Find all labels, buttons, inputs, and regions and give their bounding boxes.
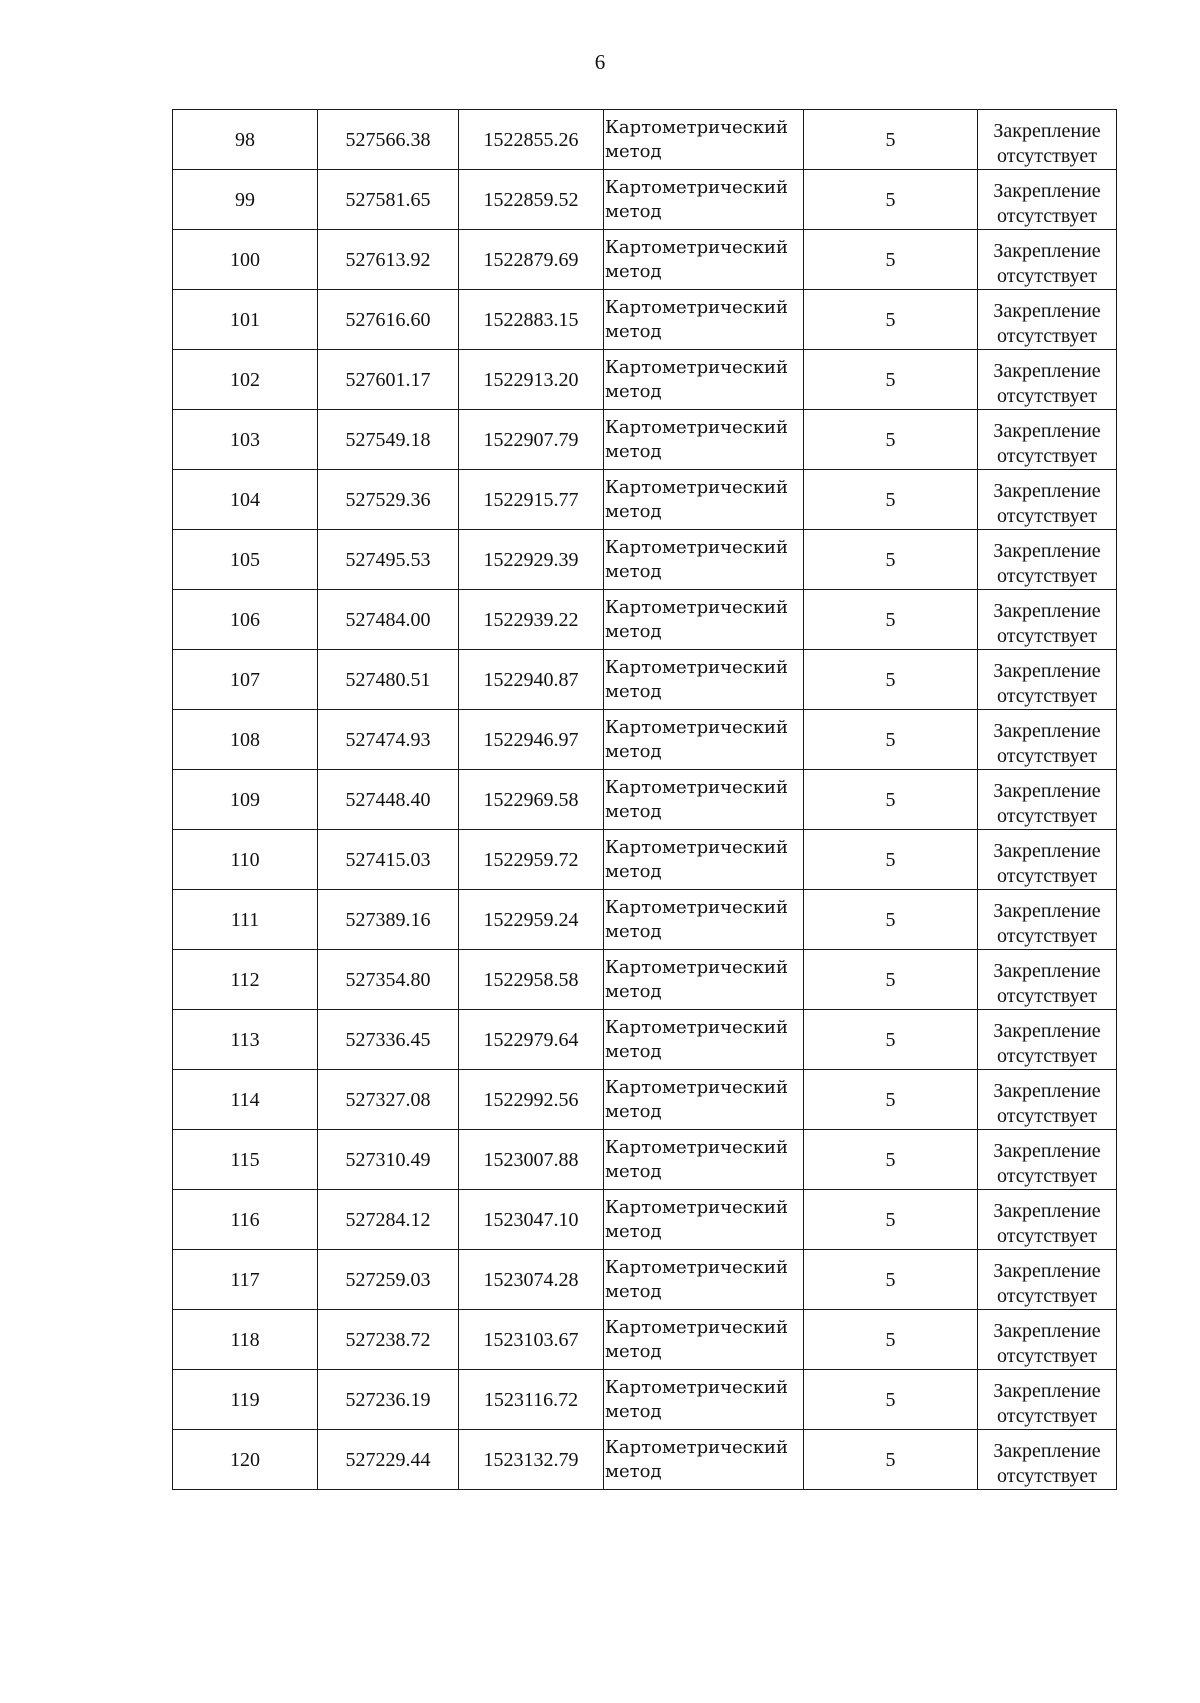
x-coordinate-cell: 527236.19 <box>318 1370 459 1430</box>
table-row <box>173 110 1117 170</box>
y-coordinate-cell: 1523074.28 <box>459 1250 604 1310</box>
fixation-text-line-2: отсутствует <box>996 685 1098 707</box>
accuracy-cell: 5 <box>804 590 978 650</box>
fixation-text-line-1: Закрепление <box>993 600 1101 622</box>
method-text-line-2: метод <box>605 1461 662 1482</box>
fixation-text-line-2: отсутствует <box>996 445 1098 467</box>
x-coordinate-cell: 527480.51 <box>318 650 459 710</box>
fixation-cell <box>978 170 1117 230</box>
x-coordinate-cell: 527616.60 <box>318 290 459 350</box>
table-row <box>173 710 1117 770</box>
method-cell <box>604 530 804 590</box>
point-number-cell: 117 <box>173 1250 318 1310</box>
table-row <box>173 770 1117 830</box>
fixation-text-line-2: отсутствует <box>996 1285 1098 1307</box>
fixation-cell <box>978 230 1117 290</box>
fixation-text-line-2: отсутствует <box>996 1405 1098 1427</box>
x-coordinate-cell: 527448.40 <box>318 770 459 830</box>
point-number-cell: 109 <box>173 770 318 830</box>
table-row <box>173 470 1117 530</box>
fixation-cell <box>978 1250 1117 1310</box>
x-coordinate-cell: 527495.53 <box>318 530 459 590</box>
method-text-line-1: Картометрический <box>605 417 788 438</box>
method-text-line-2: метод <box>605 621 662 642</box>
method-text-line-1: Картометрический <box>605 1077 788 1098</box>
accuracy-cell: 5 <box>804 650 978 710</box>
point-number-cell: 120 <box>173 1430 318 1490</box>
y-coordinate-cell: 1523007.88 <box>459 1130 604 1190</box>
method-text-line-1: Картометрический <box>605 1437 788 1458</box>
method-cell <box>604 770 804 830</box>
table-row <box>173 590 1117 650</box>
table-row <box>173 1310 1117 1370</box>
point-number-cell: 115 <box>173 1130 318 1190</box>
method-cell <box>604 1190 804 1250</box>
table-row <box>173 1130 1117 1190</box>
method-text-line-1: Картометрический <box>605 1137 788 1158</box>
table-row <box>173 170 1117 230</box>
point-number-cell: 119 <box>173 1370 318 1430</box>
y-coordinate-cell: 1522913.20 <box>459 350 604 410</box>
fixation-text-line-1: Закрепление <box>993 1200 1101 1222</box>
method-text-line-1: Картометрический <box>605 357 788 378</box>
x-coordinate-cell: 527474.93 <box>318 710 459 770</box>
table-row <box>173 1070 1117 1130</box>
method-text-line-1: Картометрический <box>605 1197 788 1218</box>
method-text-line-1: Картометрический <box>605 237 788 258</box>
table-row <box>173 410 1117 470</box>
method-cell <box>604 230 804 290</box>
accuracy-cell: 5 <box>804 1250 978 1310</box>
accuracy-cell: 5 <box>804 890 978 950</box>
method-text-line-1: Картометрический <box>605 957 788 978</box>
method-text-line-2: метод <box>605 1041 662 1062</box>
method-text-line-2: метод <box>605 741 662 762</box>
fixation-cell <box>978 1370 1117 1430</box>
accuracy-cell: 5 <box>804 1430 978 1490</box>
method-text-line-2: метод <box>605 141 662 162</box>
table-row <box>173 830 1117 890</box>
x-coordinate-cell: 527484.00 <box>318 590 459 650</box>
accuracy-cell: 5 <box>804 1010 978 1070</box>
y-coordinate-cell: 1523103.67 <box>459 1310 604 1370</box>
fixation-text-line-2: отсутствует <box>996 205 1098 227</box>
table-row <box>173 230 1117 290</box>
fixation-text-line-1: Закрепление <box>993 1320 1101 1342</box>
fixation-text-line-1: Закрепление <box>993 420 1101 442</box>
method-cell <box>604 890 804 950</box>
fixation-text-line-1: Закрепление <box>993 1140 1101 1162</box>
table-row <box>173 350 1117 410</box>
table-row <box>173 1430 1117 1490</box>
method-text-line-1: Картометрический <box>605 837 788 858</box>
fixation-text-line-1: Закрепление <box>993 1440 1101 1462</box>
y-coordinate-cell: 1522940.87 <box>459 650 604 710</box>
method-text-line-1: Картометрический <box>605 1317 788 1338</box>
fixation-cell <box>978 350 1117 410</box>
fixation-text-line-1: Закрепление <box>993 120 1101 142</box>
table-row <box>173 950 1117 1010</box>
table-row <box>173 1190 1117 1250</box>
method-cell <box>604 650 804 710</box>
fixation-text-line-1: Закрепление <box>993 1380 1101 1402</box>
method-cell <box>604 1370 804 1430</box>
y-coordinate-cell: 1523047.10 <box>459 1190 604 1250</box>
method-cell <box>604 1250 804 1310</box>
fixation-text-line-2: отсутствует <box>996 745 1098 767</box>
fixation-cell <box>978 950 1117 1010</box>
x-coordinate-cell: 527354.80 <box>318 950 459 1010</box>
table-row <box>173 890 1117 950</box>
method-text-line-2: метод <box>605 1221 662 1242</box>
x-coordinate-cell: 527310.49 <box>318 1130 459 1190</box>
method-text-line-2: метод <box>605 1161 662 1182</box>
fixation-text-line-2: отсутствует <box>996 1225 1098 1247</box>
accuracy-cell: 5 <box>804 1310 978 1370</box>
accuracy-cell: 5 <box>804 170 978 230</box>
accuracy-cell: 5 <box>804 710 978 770</box>
method-text-line-2: метод <box>605 681 662 702</box>
method-text-line-1: Картометрический <box>605 477 788 498</box>
fixation-text-line-2: отсутствует <box>996 265 1098 287</box>
fixation-cell <box>978 1130 1117 1190</box>
point-number-cell: 118 <box>173 1310 318 1370</box>
method-text-line-2: метод <box>605 981 662 1002</box>
x-coordinate-cell: 527581.65 <box>318 170 459 230</box>
fixation-cell <box>978 890 1117 950</box>
point-number-cell: 100 <box>173 230 318 290</box>
accuracy-cell: 5 <box>804 230 978 290</box>
table-row <box>173 1010 1117 1070</box>
fixation-text-line-2: отсутствует <box>996 1045 1098 1067</box>
fixation-text-line-1: Закрепление <box>993 780 1101 802</box>
method-cell <box>604 170 804 230</box>
method-text-line-1: Картометрический <box>605 657 788 678</box>
x-coordinate-cell: 527613.92 <box>318 230 459 290</box>
method-text-line-2: метод <box>605 441 662 462</box>
method-cell <box>604 1130 804 1190</box>
fixation-text-line-1: Закрепление <box>993 480 1101 502</box>
y-coordinate-cell: 1522883.15 <box>459 290 604 350</box>
fixation-cell <box>978 410 1117 470</box>
method-text-line-2: метод <box>605 1341 662 1362</box>
y-coordinate-cell: 1522979.64 <box>459 1010 604 1070</box>
point-number-cell: 107 <box>173 650 318 710</box>
fixation-text-line-2: отсутствует <box>996 1465 1098 1487</box>
point-number-cell: 110 <box>173 830 318 890</box>
method-cell <box>604 290 804 350</box>
fixation-text-line-2: отсутствует <box>996 1165 1098 1187</box>
method-cell <box>604 1430 804 1490</box>
y-coordinate-cell: 1522859.52 <box>459 170 604 230</box>
x-coordinate-cell: 527238.72 <box>318 1310 459 1370</box>
y-coordinate-cell: 1522958.58 <box>459 950 604 1010</box>
accuracy-cell: 5 <box>804 350 978 410</box>
accuracy-cell: 5 <box>804 830 978 890</box>
fixation-cell <box>978 1010 1117 1070</box>
x-coordinate-cell: 527229.44 <box>318 1430 459 1490</box>
accuracy-cell: 5 <box>804 470 978 530</box>
fixation-text-line-1: Закрепление <box>993 960 1101 982</box>
table-row <box>173 290 1117 350</box>
fixation-cell <box>978 710 1117 770</box>
accuracy-cell: 5 <box>804 1370 978 1430</box>
x-coordinate-cell: 527601.17 <box>318 350 459 410</box>
y-coordinate-cell: 1522939.22 <box>459 590 604 650</box>
fixation-cell <box>978 830 1117 890</box>
x-coordinate-cell: 527389.16 <box>318 890 459 950</box>
accuracy-cell: 5 <box>804 1190 978 1250</box>
method-text-line-1: Картометрический <box>605 1377 788 1398</box>
method-cell <box>604 410 804 470</box>
accuracy-cell: 5 <box>804 950 978 1010</box>
method-text-line-1: Картометрический <box>605 117 788 138</box>
fixation-cell <box>978 470 1117 530</box>
y-coordinate-cell: 1522969.58 <box>459 770 604 830</box>
fixation-text-line-1: Закрепление <box>993 1260 1101 1282</box>
fixation-text-line-1: Закрепление <box>993 240 1101 262</box>
fixation-text-line-1: Закрепление <box>993 720 1101 742</box>
x-coordinate-cell: 527529.36 <box>318 470 459 530</box>
accuracy-cell: 5 <box>804 1070 978 1130</box>
point-number-cell: 114 <box>173 1070 318 1130</box>
y-coordinate-cell: 1522959.24 <box>459 890 604 950</box>
point-number-cell: 116 <box>173 1190 318 1250</box>
table-row <box>173 650 1117 710</box>
method-cell <box>604 350 804 410</box>
fixation-cell <box>978 530 1117 590</box>
x-coordinate-cell: 527549.18 <box>318 410 459 470</box>
coordinates-table-body <box>173 110 1117 1490</box>
point-number-cell: 108 <box>173 710 318 770</box>
fixation-text-line-2: отсутствует <box>996 1105 1098 1127</box>
method-text-line-1: Картометрический <box>605 1017 788 1038</box>
method-text-line-1: Картометрический <box>605 717 788 738</box>
y-coordinate-cell: 1522992.56 <box>459 1070 604 1130</box>
y-coordinate-cell: 1522915.77 <box>459 470 604 530</box>
method-text-line-1: Картометрический <box>605 897 788 918</box>
method-text-line-2: метод <box>605 381 662 402</box>
method-cell <box>604 1010 804 1070</box>
accuracy-cell: 5 <box>804 410 978 470</box>
accuracy-cell: 5 <box>804 1130 978 1190</box>
fixation-text-line-1: Закрепление <box>993 360 1101 382</box>
method-text-line-1: Картометрический <box>605 297 788 318</box>
point-number-cell: 104 <box>173 470 318 530</box>
y-coordinate-cell: 1522855.26 <box>459 110 604 170</box>
accuracy-cell: 5 <box>804 770 978 830</box>
table-row <box>173 530 1117 590</box>
fixation-cell <box>978 590 1117 650</box>
page-number: 6 <box>594 50 606 74</box>
y-coordinate-cell: 1522946.97 <box>459 710 604 770</box>
point-number-cell: 111 <box>173 890 318 950</box>
method-cell <box>604 470 804 530</box>
y-coordinate-cell: 1522907.79 <box>459 410 604 470</box>
point-number-cell: 101 <box>173 290 318 350</box>
fixation-cell <box>978 1070 1117 1130</box>
method-cell <box>604 1310 804 1370</box>
method-text-line-2: метод <box>605 921 662 942</box>
fixation-text-line-1: Закрепление <box>993 660 1101 682</box>
fixation-cell <box>978 1190 1117 1250</box>
fixation-text-line-2: отсутствует <box>996 1345 1098 1367</box>
method-cell <box>604 710 804 770</box>
x-coordinate-cell: 527327.08 <box>318 1070 459 1130</box>
x-coordinate-cell: 527284.12 <box>318 1190 459 1250</box>
method-text-line-2: метод <box>605 801 662 822</box>
accuracy-cell: 5 <box>804 110 978 170</box>
fixation-text-line-2: отсутствует <box>996 385 1098 407</box>
fixation-text-line-1: Закрепление <box>993 300 1101 322</box>
accuracy-cell: 5 <box>804 530 978 590</box>
fixation-text-line-1: Закрепление <box>993 540 1101 562</box>
point-number-cell: 103 <box>173 410 318 470</box>
method-text-line-1: Картометрический <box>605 1257 788 1278</box>
method-text-line-2: метод <box>605 261 662 282</box>
method-cell <box>604 110 804 170</box>
table-row <box>173 1250 1117 1310</box>
point-number-cell: 99 <box>173 170 318 230</box>
fixation-text-line-2: отсутствует <box>996 805 1098 827</box>
method-text-line-2: метод <box>605 501 662 522</box>
fixation-text-line-2: отсутствует <box>996 625 1098 647</box>
method-text-line-1: Картометрический <box>605 537 788 558</box>
point-number-cell: 105 <box>173 530 318 590</box>
method-text-line-1: Картометрический <box>605 597 788 618</box>
fixation-cell <box>978 1430 1117 1490</box>
y-coordinate-cell: 1523116.72 <box>459 1370 604 1430</box>
point-number-cell: 98 <box>173 110 318 170</box>
fixation-cell <box>978 290 1117 350</box>
fixation-text-line-2: отсутствует <box>996 865 1098 887</box>
fixation-text-line-1: Закрепление <box>993 180 1101 202</box>
point-number-cell: 102 <box>173 350 318 410</box>
fixation-text-line-1: Закрепление <box>993 900 1101 922</box>
y-coordinate-cell: 1522929.39 <box>459 530 604 590</box>
fixation-text-line-1: Закрепление <box>993 840 1101 862</box>
fixation-text-line-1: Закрепление <box>993 1080 1101 1102</box>
method-text-line-2: метод <box>605 1281 662 1302</box>
x-coordinate-cell: 527566.38 <box>318 110 459 170</box>
fixation-text-line-1: Закрепление <box>993 1020 1101 1042</box>
method-text-line-1: Картометрический <box>605 777 788 798</box>
fixation-cell <box>978 1310 1117 1370</box>
fixation-text-line-2: отсутствует <box>996 145 1098 167</box>
table-row <box>173 1370 1117 1430</box>
fixation-text-line-2: отсутствует <box>996 325 1098 347</box>
point-number-cell: 113 <box>173 1010 318 1070</box>
y-coordinate-cell: 1523132.79 <box>459 1430 604 1490</box>
x-coordinate-cell: 527336.45 <box>318 1010 459 1070</box>
method-cell <box>604 950 804 1010</box>
method-cell <box>604 1070 804 1130</box>
point-number-cell: 112 <box>173 950 318 1010</box>
method-text-line-2: метод <box>605 861 662 882</box>
method-text-line-2: метод <box>605 321 662 342</box>
method-text-line-2: метод <box>605 1101 662 1122</box>
method-cell <box>604 830 804 890</box>
fixation-cell <box>978 110 1117 170</box>
method-text-line-1: Картометрический <box>605 177 788 198</box>
fixation-text-line-2: отсутствует <box>996 565 1098 587</box>
y-coordinate-cell: 1522879.69 <box>459 230 604 290</box>
x-coordinate-cell: 527415.03 <box>318 830 459 890</box>
fixation-cell <box>978 650 1117 710</box>
x-coordinate-cell: 527259.03 <box>318 1250 459 1310</box>
fixation-text-line-2: отсутствует <box>996 505 1098 527</box>
fixation-text-line-2: отсутствует <box>996 925 1098 947</box>
fixation-text-line-2: отсутствует <box>996 985 1098 1007</box>
coordinates-table <box>172 109 1117 1490</box>
method-text-line-2: метод <box>605 561 662 582</box>
fixation-cell <box>978 770 1117 830</box>
method-text-line-2: метод <box>605 201 662 222</box>
point-number-cell: 106 <box>173 590 318 650</box>
method-text-line-2: метод <box>605 1401 662 1422</box>
method-cell <box>604 590 804 650</box>
accuracy-cell: 5 <box>804 290 978 350</box>
y-coordinate-cell: 1522959.72 <box>459 830 604 890</box>
